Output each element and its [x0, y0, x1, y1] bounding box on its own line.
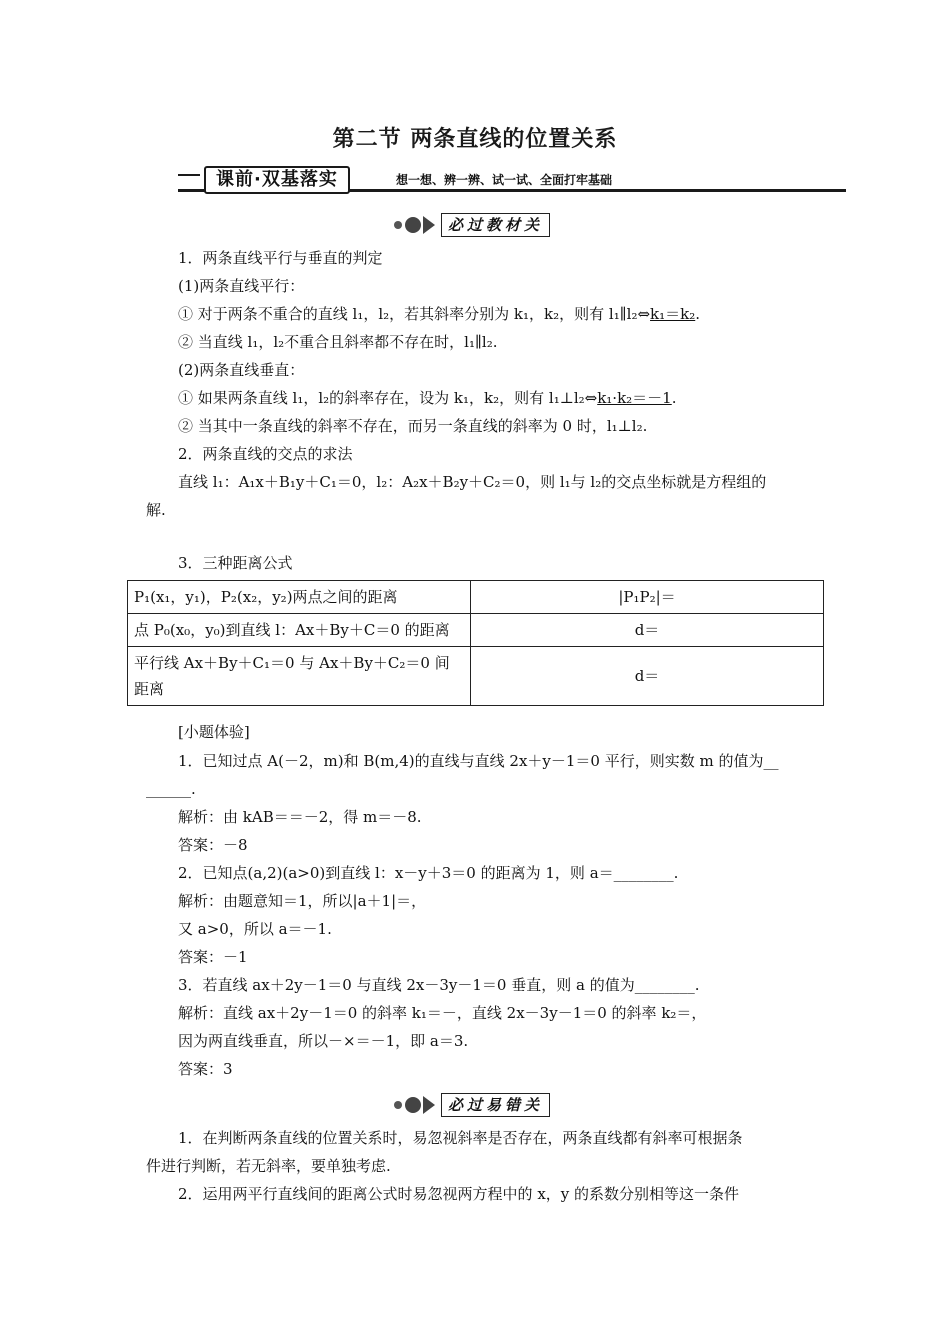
analysis-line: 解析：由题意知＝1，所以|a＋1|＝，	[178, 892, 427, 910]
section-header-errors	[0, 1092, 950, 1118]
analysis-line: 因为两直线垂直，所以－×＝－1，即 a＝3.	[178, 1032, 469, 1050]
text-line: 2．运用两平行直线间的距离公式时易忽视两方程中的 x，y 的系数分别相等这一条件	[178, 1185, 740, 1203]
table-cell: 平行线 Ax＋By＋C₁＝0 与 Ax＋By＋C₂＝0 间距离	[128, 647, 471, 706]
table-cell: d＝	[471, 647, 824, 706]
distance-formula-table	[127, 580, 824, 706]
text-span: .	[695, 305, 701, 323]
table-row	[128, 614, 824, 647]
text-line: ② 当其中一条直线的斜率不存在，而另一条直线的斜率为 0 时，l₁⊥l₂.	[178, 417, 648, 435]
text-span: ① 如果两条直线 l₁，l₂的斜率存在，设为 k₁，k₂，则有 l₁⊥l₂⇔	[178, 389, 598, 407]
banner-main-label: 课前·双基落实	[204, 166, 350, 194]
question-line: 2．已知点(a,2)(a>0)到直线 l：x－y＋3＝0 的距离为 1，则 a＝________.	[178, 864, 679, 882]
table-cell: P₁(x₁，y₁)，P₂(x₂，y₂)两点之间的距离	[128, 581, 471, 614]
text-line: 解.	[146, 501, 166, 519]
answer-underline: k₁·k₂＝－1	[597, 389, 672, 407]
text-line	[146, 388, 838, 408]
text-line: 2．两条直线的交点的求法	[178, 445, 353, 463]
table-row	[128, 581, 824, 614]
analysis-line: 又 a>0，所以 a＝－1.	[178, 920, 332, 938]
table-cell: 点 P₀(x₀，y₀)到直线 l：Ax＋By＋C＝0 的距离	[128, 614, 471, 647]
text-line: (2)两条直线垂直：	[178, 361, 305, 379]
question-line: ______.	[146, 780, 196, 798]
arrow-icon	[423, 1096, 435, 1114]
answer-underline: k₁＝k₂	[650, 305, 696, 323]
analysis-line: 解析：直线 ax＋2y－1＝0 的斜率 k₁＝－，直线 2x－3y－1＝0 的斜率 k₂＝，	[178, 1004, 707, 1022]
banner-decoration	[178, 174, 200, 184]
small-dot-icon	[394, 221, 402, 229]
section-label: 必过教材关	[441, 213, 550, 237]
section-label: 必过易错关	[441, 1093, 550, 1117]
text-line: 1．两条直线平行与垂直的判定	[178, 249, 383, 267]
large-dot-icon	[405, 217, 421, 233]
small-dot-icon	[394, 1101, 402, 1109]
text-line: 直线 l₁：A₁x＋B₁y＋C₁＝0，l₂：A₂x＋B₂y＋C₂＝0，则 l₁与 l₂的交点坐标就是方程组的	[178, 473, 767, 491]
answer-line: 答案：－8	[178, 836, 248, 854]
text-line: (1)两条直线平行：	[178, 277, 305, 295]
table-row	[128, 647, 824, 706]
page-title: 第二节 两条直线的位置关系	[332, 126, 618, 152]
question-line: 3．若直线 ax＋2y－1＝0 与直线 2x－3y－1＝0 垂直，则 a 的值为________.	[178, 976, 700, 994]
table-cell: d＝	[471, 614, 824, 647]
section-header-textbook	[0, 212, 950, 238]
practice-header: [小题体验]	[178, 723, 250, 741]
text-line: ② 当直线 l₁，l₂不重合且斜率都不存在时，l₁∥l₂.	[178, 333, 498, 351]
analysis-line: 解析：由 kAB＝＝－2，得 m＝－8.	[178, 808, 422, 826]
text-span: ① 对于两条不重合的直线 l₁，l₂，若其斜率分别为 k₁，k₂，则有 l₁∥l₂⇔	[178, 305, 651, 323]
table-cell: |P₁P₂|＝	[471, 581, 824, 614]
answer-line: 答案：3	[178, 1060, 233, 1078]
question-line: 1．已知过点 A(－2，m)和 B(m,4)的直线与直线 2x＋y－1＝0 平行，则实数 m 的值为__	[178, 752, 779, 770]
arrow-icon	[423, 216, 435, 234]
text-line: 1．在判断两条直线的位置关系时，易忽视斜率是否存在，两条直线都有斜率可根据条	[178, 1129, 743, 1147]
text-span: .	[671, 389, 677, 407]
section-banner	[178, 166, 846, 194]
text-line: 3．三种距离公式	[178, 554, 293, 572]
text-line: 件进行判断，若无斜率，要单独考虑.	[146, 1157, 391, 1175]
text-line	[146, 304, 838, 324]
large-dot-icon	[405, 1097, 421, 1113]
banner-subtitle: 想一想、辨一辨、试一试、全面打牢基础	[392, 171, 616, 189]
answer-line: 答案：－1	[178, 948, 248, 966]
